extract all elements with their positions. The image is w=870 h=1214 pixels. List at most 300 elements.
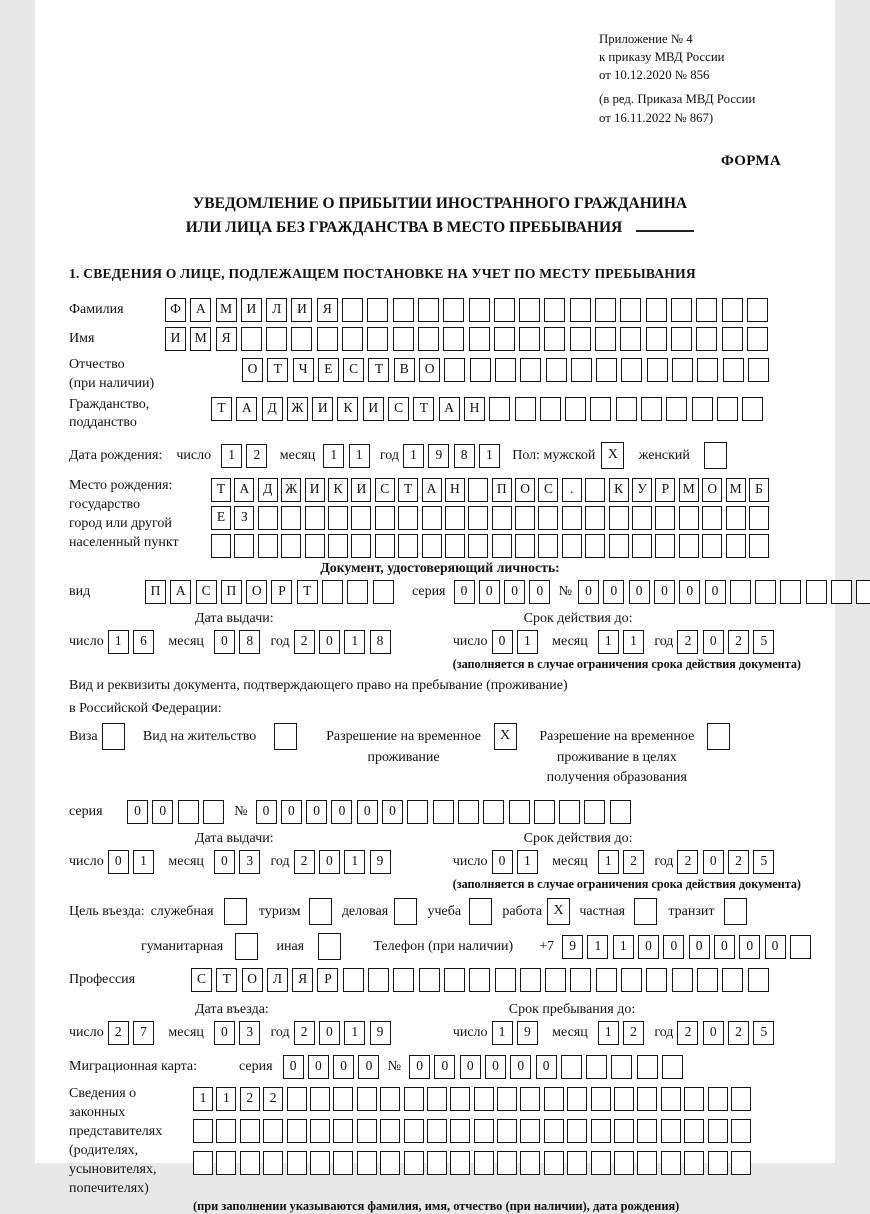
char-cell[interactable] xyxy=(562,506,582,530)
char-cell[interactable]: Т xyxy=(216,968,237,992)
char-cell[interactable] xyxy=(731,1151,751,1175)
char-cell[interactable]: 0 xyxy=(703,630,724,654)
char-cell[interactable]: 0 xyxy=(536,1055,557,1079)
char-cell[interactable]: 2 xyxy=(728,850,749,874)
char-cell[interactable] xyxy=(545,968,566,992)
char-cell[interactable] xyxy=(433,800,454,824)
char-cell[interactable] xyxy=(310,1151,330,1175)
char-cell[interactable]: 8 xyxy=(239,630,260,654)
char-cell[interactable] xyxy=(357,1087,377,1111)
char-cell[interactable] xyxy=(193,1119,213,1143)
char-cell[interactable]: Ч xyxy=(293,358,314,382)
char-cell[interactable] xyxy=(393,968,414,992)
char-cell[interactable] xyxy=(258,534,278,558)
char-cell[interactable]: 1 xyxy=(598,1021,619,1045)
char-cell[interactable] xyxy=(724,898,747,925)
char-cell[interactable] xyxy=(274,723,297,750)
char-cell[interactable]: 0 xyxy=(638,935,659,959)
char-cell[interactable] xyxy=(309,898,332,925)
char-cell[interactable]: Т xyxy=(267,358,288,382)
char-cell[interactable]: 0 xyxy=(492,850,513,874)
char-cell[interactable] xyxy=(672,358,693,382)
char-cell[interactable]: 3 xyxy=(239,850,260,874)
char-cell[interactable] xyxy=(468,534,488,558)
char-cell[interactable] xyxy=(443,298,464,322)
char-cell[interactable] xyxy=(723,358,744,382)
char-cell[interactable] xyxy=(704,442,727,469)
char-cell[interactable] xyxy=(707,723,730,750)
char-cell[interactable]: П xyxy=(492,478,512,502)
char-cell[interactable]: 1 xyxy=(323,444,344,468)
char-cell[interactable] xyxy=(422,506,442,530)
char-cell[interactable] xyxy=(749,534,769,558)
char-cell[interactable]: 2 xyxy=(677,630,698,654)
char-cell[interactable]: Р xyxy=(655,478,675,502)
char-cell[interactable] xyxy=(492,506,512,530)
char-cell[interactable]: И xyxy=(291,298,312,322)
char-cell[interactable]: 0 xyxy=(689,935,710,959)
char-cell[interactable]: 2 xyxy=(108,1021,129,1045)
char-cell[interactable] xyxy=(357,1151,377,1175)
char-cell[interactable]: 2 xyxy=(294,850,315,874)
char-cell[interactable] xyxy=(380,1151,400,1175)
char-cell[interactable]: 5 xyxy=(753,1021,774,1045)
char-cell[interactable]: 0 xyxy=(256,800,277,824)
char-cell[interactable]: 0 xyxy=(510,1055,531,1079)
char-cell[interactable] xyxy=(806,580,827,604)
char-cell[interactable] xyxy=(666,397,687,421)
char-cell[interactable]: 0 xyxy=(358,1055,379,1079)
char-cell[interactable]: 8 xyxy=(370,630,391,654)
char-cell[interactable] xyxy=(445,506,465,530)
char-cell[interactable]: П xyxy=(221,580,242,604)
char-cell[interactable]: О xyxy=(515,478,535,502)
char-cell[interactable] xyxy=(470,358,491,382)
char-cell[interactable] xyxy=(567,1087,587,1111)
char-cell[interactable]: М xyxy=(190,327,211,351)
char-cell[interactable] xyxy=(427,1151,447,1175)
char-cell[interactable]: Н xyxy=(464,397,485,421)
char-cell[interactable] xyxy=(614,1087,634,1111)
char-cell[interactable] xyxy=(427,1119,447,1143)
char-cell[interactable] xyxy=(641,397,662,421)
char-cell[interactable] xyxy=(444,968,465,992)
char-cell[interactable]: И xyxy=(241,298,262,322)
char-cell[interactable]: М xyxy=(726,478,746,502)
char-cell[interactable]: А xyxy=(170,580,191,604)
char-cell[interactable]: 2 xyxy=(728,630,749,654)
char-cell[interactable] xyxy=(544,298,565,322)
char-cell[interactable]: 0 xyxy=(127,800,148,824)
char-cell[interactable]: 1 xyxy=(623,630,644,654)
char-cell[interactable] xyxy=(647,358,668,382)
char-cell[interactable] xyxy=(515,506,535,530)
char-cell[interactable]: 0 xyxy=(663,935,684,959)
char-cell[interactable] xyxy=(224,898,247,925)
char-cell[interactable] xyxy=(570,968,591,992)
char-cell[interactable] xyxy=(614,1119,634,1143)
char-cell[interactable]: К xyxy=(337,397,358,421)
char-cell[interactable]: 2 xyxy=(728,1021,749,1045)
char-cell[interactable] xyxy=(375,534,395,558)
char-cell[interactable]: Б xyxy=(749,478,769,502)
char-cell[interactable] xyxy=(726,534,746,558)
char-cell[interactable] xyxy=(671,327,692,351)
char-cell[interactable] xyxy=(287,1151,307,1175)
char-cell[interactable] xyxy=(404,1151,424,1175)
char-cell[interactable]: О xyxy=(702,478,722,502)
char-cell[interactable]: 9 xyxy=(517,1021,538,1045)
char-cell[interactable]: Д xyxy=(258,478,278,502)
char-cell[interactable] xyxy=(393,327,414,351)
char-cell[interactable] xyxy=(620,327,641,351)
char-cell[interactable] xyxy=(443,327,464,351)
char-cell[interactable] xyxy=(520,1151,540,1175)
char-cell[interactable] xyxy=(570,298,591,322)
char-cell[interactable] xyxy=(468,506,488,530)
char-cell[interactable] xyxy=(310,1087,330,1111)
char-cell[interactable]: Я xyxy=(292,968,313,992)
char-cell[interactable]: И xyxy=(363,397,384,421)
char-cell[interactable] xyxy=(494,298,515,322)
char-cell[interactable]: 1 xyxy=(587,935,608,959)
char-cell[interactable] xyxy=(347,580,368,604)
char-cell[interactable] xyxy=(584,800,605,824)
char-cell[interactable]: 0 xyxy=(454,580,475,604)
char-cell[interactable]: 0 xyxy=(705,580,726,604)
char-cell[interactable] xyxy=(497,1087,517,1111)
char-cell[interactable] xyxy=(655,506,675,530)
char-cell[interactable]: 1 xyxy=(613,935,634,959)
char-cell[interactable] xyxy=(102,723,125,750)
char-cell[interactable]: 2 xyxy=(623,1021,644,1045)
char-cell[interactable]: 0 xyxy=(504,580,525,604)
char-cell[interactable] xyxy=(616,397,637,421)
char-cell[interactable]: 0 xyxy=(319,1021,340,1045)
char-cell[interactable]: 0 xyxy=(319,850,340,874)
char-cell[interactable]: С xyxy=(375,478,395,502)
char-cell[interactable] xyxy=(398,506,418,530)
char-cell[interactable] xyxy=(570,327,591,351)
char-cell[interactable]: С xyxy=(343,358,364,382)
char-cell[interactable]: 0 xyxy=(654,580,675,604)
char-cell[interactable] xyxy=(595,298,616,322)
char-cell[interactable] xyxy=(722,968,743,992)
char-cell[interactable] xyxy=(520,1119,540,1143)
char-cell[interactable]: 9 xyxy=(428,444,449,468)
char-cell[interactable]: 1 xyxy=(403,444,424,468)
char-cell[interactable]: Д xyxy=(262,397,283,421)
char-cell[interactable]: 0 xyxy=(460,1055,481,1079)
char-cell[interactable]: О xyxy=(246,580,267,604)
char-cell[interactable]: З xyxy=(234,506,254,530)
char-cell[interactable] xyxy=(240,1119,260,1143)
char-cell[interactable] xyxy=(380,1119,400,1143)
char-cell[interactable] xyxy=(394,898,417,925)
char-cell[interactable]: П xyxy=(145,580,166,604)
char-cell[interactable] xyxy=(266,327,287,351)
char-cell[interactable] xyxy=(287,1119,307,1143)
char-cell[interactable]: 1 xyxy=(193,1087,213,1111)
char-cell[interactable]: 0 xyxy=(703,1021,724,1045)
char-cell[interactable] xyxy=(544,1151,564,1175)
char-cell[interactable]: 1 xyxy=(344,1021,365,1045)
char-cell[interactable] xyxy=(418,327,439,351)
char-cell[interactable] xyxy=(489,397,510,421)
char-cell[interactable] xyxy=(696,298,717,322)
char-cell[interactable] xyxy=(367,298,388,322)
char-cell[interactable] xyxy=(748,358,769,382)
char-cell[interactable] xyxy=(562,534,582,558)
char-cell[interactable]: 0 xyxy=(331,800,352,824)
char-cell[interactable] xyxy=(646,298,667,322)
char-cell[interactable] xyxy=(509,800,530,824)
char-cell[interactable]: 0 xyxy=(578,580,599,604)
char-cell[interactable]: 5 xyxy=(753,850,774,874)
char-cell[interactable]: И xyxy=(305,478,325,502)
char-cell[interactable]: М xyxy=(679,478,699,502)
char-cell[interactable] xyxy=(492,534,512,558)
char-cell[interactable]: С xyxy=(196,580,217,604)
char-cell[interactable] xyxy=(538,534,558,558)
char-cell[interactable]: 1 xyxy=(108,630,129,654)
char-cell[interactable]: С xyxy=(538,478,558,502)
char-cell[interactable]: А xyxy=(190,298,211,322)
char-cell[interactable] xyxy=(661,1151,681,1175)
char-cell[interactable] xyxy=(469,327,490,351)
char-cell[interactable]: О xyxy=(419,358,440,382)
char-cell[interactable] xyxy=(203,800,224,824)
char-cell[interactable] xyxy=(305,506,325,530)
char-cell[interactable] xyxy=(730,580,751,604)
char-cell[interactable] xyxy=(263,1151,283,1175)
char-cell[interactable]: Т xyxy=(368,358,389,382)
char-cell[interactable]: Т xyxy=(413,397,434,421)
char-cell[interactable] xyxy=(310,1119,330,1143)
char-cell[interactable] xyxy=(534,800,555,824)
char-cell[interactable] xyxy=(609,506,629,530)
char-cell[interactable]: 0 xyxy=(739,935,760,959)
char-cell[interactable]: 2 xyxy=(677,1021,698,1045)
char-cell[interactable]: 9 xyxy=(370,1021,391,1045)
char-cell[interactable]: 0 xyxy=(281,800,302,824)
char-cell[interactable] xyxy=(343,968,364,992)
char-cell[interactable]: А xyxy=(422,478,442,502)
char-cell[interactable] xyxy=(469,298,490,322)
char-cell[interactable]: 0 xyxy=(306,800,327,824)
char-cell[interactable] xyxy=(697,968,718,992)
char-cell[interactable]: И xyxy=(165,327,186,351)
char-cell[interactable] xyxy=(637,1151,657,1175)
char-cell[interactable]: 0 xyxy=(319,630,340,654)
char-cell[interactable] xyxy=(717,397,738,421)
char-cell[interactable]: 0 xyxy=(703,850,724,874)
char-cell[interactable]: 2 xyxy=(263,1087,283,1111)
char-cell[interactable]: 2 xyxy=(677,850,698,874)
char-cell[interactable]: 9 xyxy=(370,850,391,874)
char-cell[interactable] xyxy=(702,534,722,558)
char-cell[interactable] xyxy=(380,1087,400,1111)
char-cell[interactable] xyxy=(515,397,536,421)
char-cell[interactable] xyxy=(342,298,363,322)
char-cell[interactable] xyxy=(287,1087,307,1111)
char-cell[interactable] xyxy=(234,534,254,558)
char-cell[interactable]: Л xyxy=(267,968,288,992)
char-cell[interactable]: 0 xyxy=(308,1055,329,1079)
char-cell[interactable]: 0 xyxy=(283,1055,304,1079)
char-cell[interactable] xyxy=(235,933,258,960)
char-cell[interactable] xyxy=(697,358,718,382)
char-cell[interactable] xyxy=(637,1055,658,1079)
char-cell[interactable]: 0 xyxy=(434,1055,455,1079)
char-cell[interactable]: 3 xyxy=(239,1021,260,1045)
char-cell[interactable] xyxy=(474,1087,494,1111)
char-cell[interactable]: 0 xyxy=(152,800,173,824)
char-cell[interactable] xyxy=(468,478,488,502)
char-cell[interactable] xyxy=(621,358,642,382)
char-cell[interactable] xyxy=(571,358,592,382)
char-cell[interactable] xyxy=(614,1151,634,1175)
char-cell[interactable]: 0 xyxy=(714,935,735,959)
char-cell[interactable] xyxy=(342,327,363,351)
char-cell[interactable]: 0 xyxy=(214,1021,235,1045)
char-cell[interactable] xyxy=(585,506,605,530)
char-cell[interactable] xyxy=(722,298,743,322)
char-cell[interactable] xyxy=(748,968,769,992)
char-cell[interactable] xyxy=(515,534,535,558)
char-cell[interactable] xyxy=(655,534,675,558)
char-cell[interactable]: О xyxy=(242,358,263,382)
char-cell[interactable] xyxy=(216,1151,236,1175)
char-cell[interactable] xyxy=(632,534,652,558)
char-cell[interactable] xyxy=(591,1151,611,1175)
char-cell[interactable] xyxy=(684,1087,704,1111)
char-cell[interactable]: 1 xyxy=(344,850,365,874)
char-cell[interactable] xyxy=(565,397,586,421)
char-cell[interactable]: 8 xyxy=(454,444,475,468)
char-cell[interactable]: Я xyxy=(317,298,338,322)
char-cell[interactable]: 0 xyxy=(108,850,129,874)
char-cell[interactable] xyxy=(495,358,516,382)
char-cell[interactable] xyxy=(559,800,580,824)
char-cell[interactable] xyxy=(445,534,465,558)
char-cell[interactable]: В xyxy=(394,358,415,382)
char-cell[interactable] xyxy=(497,1119,517,1143)
char-cell[interactable]: . xyxy=(562,478,582,502)
char-cell[interactable]: А xyxy=(234,478,254,502)
char-cell[interactable]: 2 xyxy=(240,1087,260,1111)
char-cell[interactable]: 0 xyxy=(679,580,700,604)
char-cell[interactable] xyxy=(567,1119,587,1143)
char-cell[interactable] xyxy=(519,327,540,351)
char-cell[interactable]: 0 xyxy=(492,630,513,654)
char-cell[interactable] xyxy=(474,1119,494,1143)
char-cell[interactable]: 0 xyxy=(214,850,235,874)
char-cell[interactable] xyxy=(561,1055,582,1079)
char-cell[interactable]: И xyxy=(312,397,333,421)
char-cell[interactable] xyxy=(731,1087,751,1111)
char-cell[interactable] xyxy=(544,1087,564,1111)
char-cell[interactable] xyxy=(404,1119,424,1143)
char-cell[interactable] xyxy=(672,968,693,992)
char-cell[interactable] xyxy=(591,1087,611,1111)
char-cell[interactable] xyxy=(258,506,278,530)
char-cell[interactable] xyxy=(193,1151,213,1175)
char-cell[interactable] xyxy=(419,968,440,992)
char-cell[interactable] xyxy=(567,1151,587,1175)
char-cell[interactable] xyxy=(634,898,657,925)
char-cell[interactable] xyxy=(178,800,199,824)
char-cell[interactable] xyxy=(780,580,801,604)
char-cell[interactable]: 6 xyxy=(133,630,154,654)
char-cell[interactable] xyxy=(393,298,414,322)
char-cell[interactable] xyxy=(333,1151,353,1175)
char-cell[interactable]: А xyxy=(439,397,460,421)
char-cell[interactable] xyxy=(585,478,605,502)
char-cell[interactable] xyxy=(538,506,558,530)
char-cell[interactable] xyxy=(637,1119,657,1143)
char-cell[interactable] xyxy=(398,534,418,558)
char-cell[interactable] xyxy=(357,1119,377,1143)
char-cell[interactable] xyxy=(520,358,541,382)
char-cell[interactable]: Я xyxy=(216,327,237,351)
char-cell[interactable] xyxy=(692,397,713,421)
char-cell[interactable]: 0 xyxy=(357,800,378,824)
char-cell[interactable] xyxy=(422,534,442,558)
char-cell[interactable]: К xyxy=(609,478,629,502)
char-cell[interactable]: X xyxy=(601,442,624,469)
char-cell[interactable] xyxy=(661,1119,681,1143)
char-cell[interactable]: 1 xyxy=(479,444,500,468)
char-cell[interactable]: 0 xyxy=(333,1055,354,1079)
char-cell[interactable] xyxy=(520,1087,540,1111)
char-cell[interactable]: X xyxy=(494,723,517,750)
char-cell[interactable]: 1 xyxy=(598,630,619,654)
char-cell[interactable] xyxy=(351,506,371,530)
char-cell[interactable]: 9 xyxy=(562,935,583,959)
char-cell[interactable] xyxy=(708,1087,728,1111)
char-cell[interactable] xyxy=(367,327,388,351)
char-cell[interactable]: Л xyxy=(266,298,287,322)
char-cell[interactable]: О xyxy=(242,968,263,992)
char-cell[interactable] xyxy=(595,327,616,351)
char-cell[interactable] xyxy=(790,935,811,959)
char-cell[interactable] xyxy=(591,1119,611,1143)
char-cell[interactable] xyxy=(281,534,301,558)
char-cell[interactable] xyxy=(684,1119,704,1143)
char-cell[interactable] xyxy=(610,800,631,824)
char-cell[interactable] xyxy=(305,534,325,558)
char-cell[interactable] xyxy=(609,534,629,558)
char-cell[interactable] xyxy=(755,580,776,604)
char-cell[interactable] xyxy=(404,1087,424,1111)
char-cell[interactable] xyxy=(585,534,605,558)
char-cell[interactable] xyxy=(318,933,341,960)
char-cell[interactable] xyxy=(469,898,492,925)
char-cell[interactable] xyxy=(596,968,617,992)
char-cell[interactable] xyxy=(494,327,515,351)
char-cell[interactable] xyxy=(696,327,717,351)
char-cell[interactable] xyxy=(240,1151,260,1175)
char-cell[interactable] xyxy=(373,580,394,604)
char-cell[interactable] xyxy=(497,1151,517,1175)
char-cell[interactable] xyxy=(856,580,870,604)
char-cell[interactable]: У xyxy=(632,478,652,502)
char-cell[interactable] xyxy=(596,358,617,382)
char-cell[interactable]: Т xyxy=(398,478,418,502)
char-cell[interactable] xyxy=(586,1055,607,1079)
char-cell[interactable] xyxy=(632,506,652,530)
